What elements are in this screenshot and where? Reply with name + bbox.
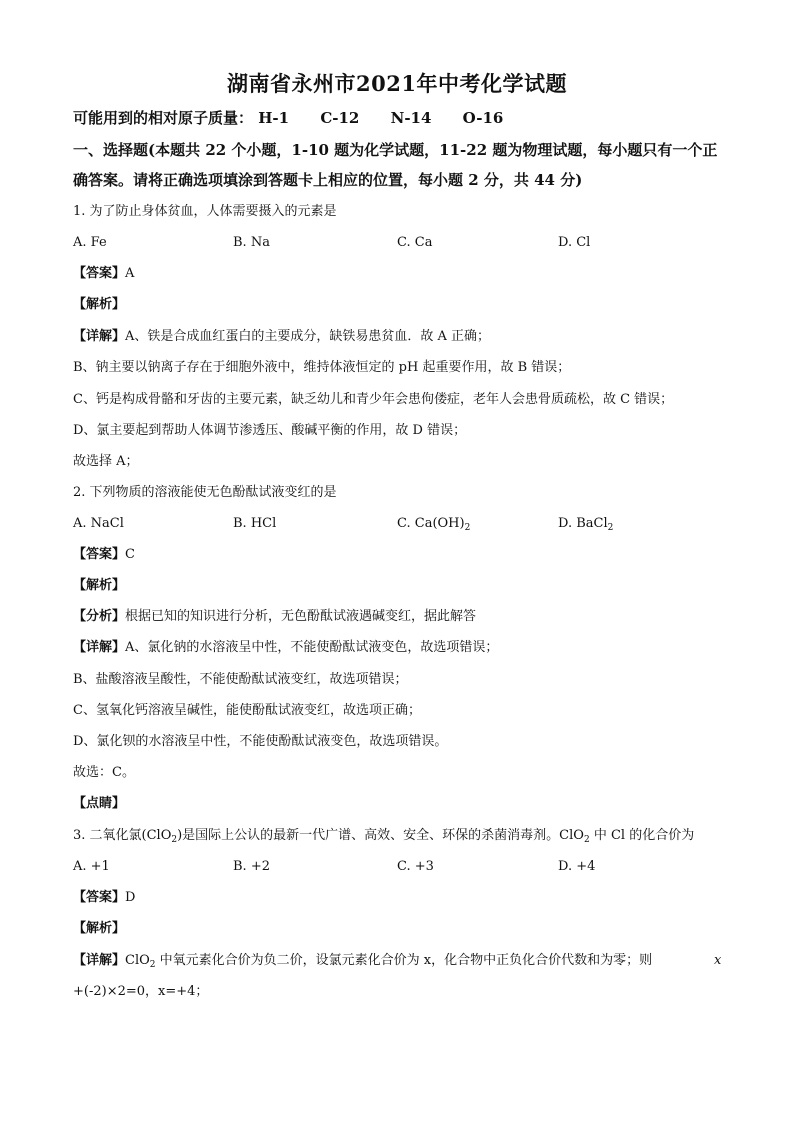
question-1-stem: 1. 为了防止身体贫血，人体需要摄入的元素是: [73, 204, 337, 219]
answer-tag: 【答案】: [73, 890, 126, 905]
detail-text: A、氯化钠的水溶液呈中性，不能使酚酞试液变色，故选项错误；: [125, 640, 499, 655]
question-2-detail-line: B、盐酸溶液呈酸性，不能使酚酞试液变红，故选项错误；: [73, 672, 408, 687]
answer-tag: 【答案】: [73, 547, 126, 562]
detail-text: A、铁是合成血红蛋白的主要成分，缺铁易患贫血．故 A 正确；: [125, 329, 491, 344]
question-2-stem: 2. 下列物质的溶液能使无色酚酞试液变红的是: [73, 485, 337, 500]
atomic-mass-item: O-16: [462, 109, 504, 127]
question-2-detail-line: [73, 638, 498, 658]
answer-value: A: [125, 266, 135, 281]
question-2-comment-tag: 【点睛】: [73, 796, 126, 811]
question-1-option-a: A. Fe: [73, 235, 107, 250]
answer-value: D: [125, 890, 136, 905]
question-3-stem: [73, 826, 694, 850]
subscript: 2: [583, 835, 590, 845]
question-1-detail-line: [73, 327, 490, 347]
answer-tag: 【答案】: [73, 266, 126, 281]
atomic-masses-line: [73, 108, 503, 128]
question-1-detail-line: D、氯主要起到帮助人体调节渗透压、酸碱平衡的作用，故 D 错误；: [73, 423, 467, 438]
question-3-option-a: A. +1: [73, 859, 110, 874]
detail-tag: 【详解】: [73, 953, 126, 968]
detail-text: ClO: [125, 953, 150, 968]
analysis-sub-tag: 【分析】: [73, 609, 126, 624]
atomic-mass-item: C-12: [320, 109, 360, 127]
question-1-option-c: C. Ca: [397, 235, 433, 250]
question-3-option-b: B. +2: [233, 859, 270, 874]
page-title: 湖南省永州市2021年中考化学试题: [227, 71, 567, 96]
atomic-mass-item: H-1: [258, 109, 290, 127]
question-2-detail-line: 故选：C。: [73, 765, 135, 780]
question-3-detail-tail: x: [714, 953, 722, 968]
option-text: C. Ca(OH): [397, 516, 465, 531]
question-2-analysis-tag: 【解析】: [73, 578, 126, 593]
stem-text: 中 Cl 的化合价为: [589, 828, 695, 843]
question-3-detail-line: [73, 951, 652, 975]
section-heading-line2: 确答案。请将正确选项填涂到答题卡上相应的位置，每小题 2 分，共 44 分): [73, 171, 583, 189]
question-1-detail-line: 故选择 A；: [73, 454, 139, 469]
question-1-detail-line: C、钙是构成骨骼和牙齿的主要元素，缺乏幼儿和青少年会患佝偻症，老年人会患骨质疏松，故 C 错误；: [73, 392, 674, 407]
question-1-answer: [73, 264, 134, 284]
subscript: 2: [149, 960, 156, 970]
question-2-detail-line: D、氯化钡的水溶液呈中性，不能使酚酞试液变色，故选项错误。: [73, 734, 448, 749]
question-2-answer: [73, 545, 135, 565]
question-1-option-d: D. Cl: [558, 235, 591, 250]
subscript: 2: [171, 835, 178, 845]
question-2-analysis-line: [73, 607, 476, 627]
question-3-analysis-tag: 【解析】: [73, 921, 126, 936]
answer-value: C: [125, 547, 135, 562]
subscript: 2: [607, 523, 614, 533]
stem-text: 3. 二氧化氯(ClO: [73, 828, 172, 843]
atomic-masses-label: 可能用到的相对原子质量：: [73, 109, 254, 127]
analysis-text: 根据已知的知识进行分析，无色酚酞试液遇碱变红，据此解答: [125, 609, 477, 624]
question-1-detail-line: B、钠主要以钠离子存在于细胞外液中，维持体液恒定的 pH 起重要作用，故 B 错误；: [73, 360, 571, 375]
question-2-option-c: [397, 514, 470, 538]
question-1-option-b: B. Na: [233, 235, 270, 250]
question-2-option-b: B. HCl: [233, 516, 277, 531]
stem-text: )是国际上公认的最新一代广谱、高效、安全、环保的杀菌消毒剂。ClO: [177, 828, 584, 843]
subscript: 2: [464, 523, 471, 533]
section-heading-line1: 一、选择题(本题共 22 个小题，1-10 题为化学试题，11-22 题为物理试题，每小题只有一个正: [73, 141, 718, 159]
question-3-answer: [73, 888, 135, 908]
option-text: D. BaCl: [558, 516, 608, 531]
detail-tag: 【详解】: [73, 640, 126, 655]
question-2-option-a: A. NaCl: [73, 516, 124, 531]
detail-text: 中氧元素化合价为负二价，设氯元素化合价为 x，化合物中正负化合价代数和为零；则: [155, 953, 653, 968]
question-3-option-c: C. +3: [397, 859, 434, 874]
question-2-detail-line: C、氢氧化钙溶液呈碱性，能使酚酞试液变红，故选项正确；: [73, 703, 421, 718]
question-3-detail-line: +(-2)×2=0，x=+4；: [73, 984, 209, 999]
question-1-analysis-tag: 【解析】: [73, 297, 126, 312]
atomic-mass-item: N-14: [390, 109, 432, 127]
detail-tag: 【详解】: [73, 329, 126, 344]
question-3-option-d: D. +4: [558, 859, 596, 874]
question-2-option-d: [558, 514, 613, 538]
